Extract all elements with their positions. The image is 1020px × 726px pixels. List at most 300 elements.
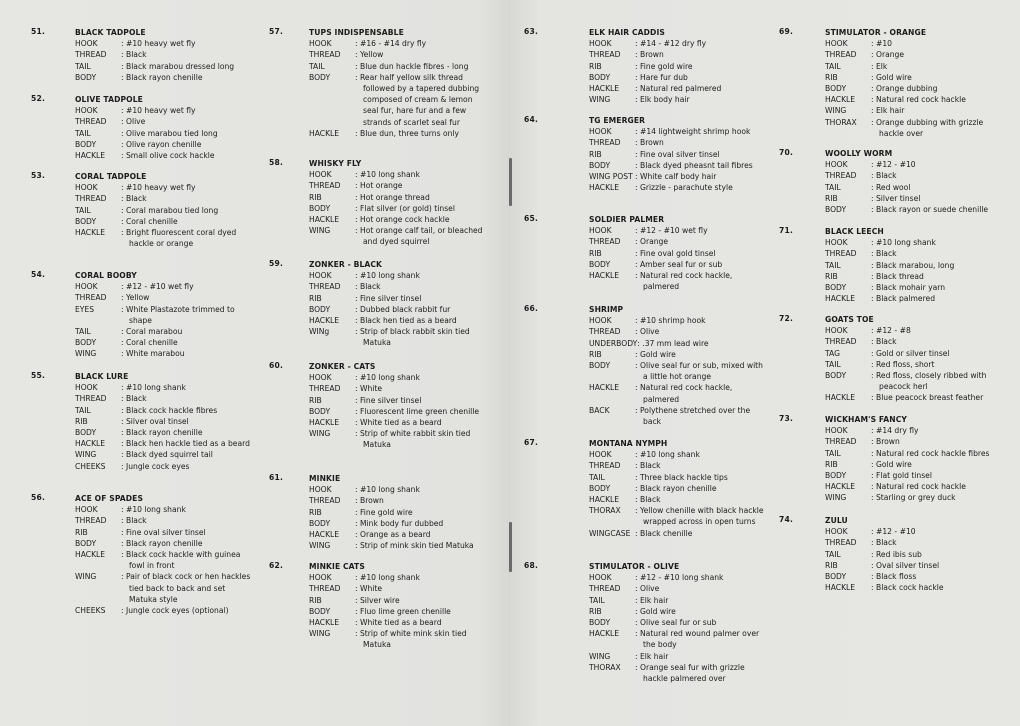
spec-row (825, 492, 1005, 503)
spec-row (75, 193, 255, 204)
spec-value: : Olive seal fur or sub (635, 617, 769, 628)
fly-name: ZONKER - BLACK (309, 260, 383, 269)
spec-label: HACKLE (589, 271, 620, 280)
spec-label: TAIL (825, 182, 841, 192)
spec-value: : Black floss (871, 571, 1005, 582)
spec-value: : Strip of black rabbit skin tied Matuka (355, 326, 489, 348)
spec-label: BODY (825, 471, 847, 480)
spec-row (825, 526, 1005, 537)
spec-row (589, 505, 769, 527)
spec-row (589, 149, 769, 160)
spec-value: : Yellow (355, 49, 489, 60)
spec-label: BODY (75, 338, 97, 348)
spec-label: BODY (309, 606, 331, 616)
spec-label: EYES (75, 304, 95, 314)
spec-row (589, 248, 769, 259)
spec-value: : #14 dry fly (871, 425, 1005, 436)
spec-value: : #10 long shank (121, 382, 255, 393)
spec-row (825, 359, 1005, 370)
spec-row (309, 617, 489, 628)
spec-value: : Natural red wound palmer over the body (635, 628, 769, 650)
spec-value: : Blue peacock breast feather (871, 392, 1005, 403)
spec-value: : Gold wire (871, 459, 1005, 470)
fly-number: 54. (31, 270, 46, 279)
spec-label: THREAD (75, 516, 107, 526)
spec-value: : Olive (635, 326, 769, 337)
spec-value: : #12 - #10 (871, 159, 1005, 170)
spec-value: : #10 long shank (121, 504, 255, 515)
spec-label: THORAX (825, 117, 857, 127)
spec-label: THREAD (825, 50, 857, 60)
spec-value: : Fluorescent lime green chenille (355, 406, 489, 417)
spec-label: BODY (589, 72, 611, 82)
spec-value: : Small olive cock hackle (121, 150, 255, 161)
spec-value: : #10 long shank (355, 484, 489, 495)
spec-label: THREAD (309, 50, 341, 60)
spec-label: HACKLE (825, 583, 856, 593)
spec-label: BODY (75, 139, 97, 149)
spec-row (589, 326, 769, 337)
spec-row (309, 495, 489, 506)
spec-row (825, 94, 1005, 105)
spec-label: HOOK (75, 505, 98, 515)
spec-row (825, 293, 1005, 304)
spec-label: BODY (75, 538, 97, 548)
spec-label: HACKLE (589, 183, 620, 193)
spec-label: HOOK (825, 426, 848, 436)
spec-value: : Pair of black cock or hen hackles tied back to back and set Matuka style (121, 571, 255, 605)
spec-value: : Gold or silver tinsel (871, 348, 1005, 359)
spec-row (75, 427, 255, 438)
spec-row (309, 214, 489, 225)
spec-label: THREAD (825, 538, 857, 548)
spec-value: : Natural red cock hackle (871, 481, 1005, 492)
spec-row (825, 392, 1005, 403)
fly-number: 69. (779, 27, 794, 36)
spec-label: BODY (309, 72, 331, 82)
fly-name: SHRIMP (589, 305, 624, 314)
spec-row (589, 259, 769, 270)
fly-number: 66. (524, 304, 539, 313)
spec-label: TAIL (825, 448, 841, 458)
spec-row (825, 582, 1005, 593)
fly-recipe (75, 171, 255, 249)
spec-row (825, 83, 1005, 94)
spec-row (589, 360, 769, 382)
spec-row (309, 383, 489, 394)
spec-label: THREAD (309, 496, 341, 506)
fly-number: 60. (269, 361, 284, 370)
spec-label: UNDERBODY (589, 338, 638, 348)
spec-row (75, 382, 255, 393)
spec-row (309, 49, 489, 60)
spec-row (309, 304, 489, 315)
spec-row (75, 105, 255, 116)
spec-value: : Fluo lime green chenille (355, 606, 489, 617)
spec-label: BODY (75, 72, 97, 82)
spec-value: : Black cock hackle (871, 582, 1005, 593)
spec-label: THREAD (589, 461, 621, 471)
spec-row (309, 61, 489, 72)
spec-value: : Gold wire (635, 349, 769, 360)
spec-row (75, 182, 255, 193)
spec-row (825, 170, 1005, 181)
spec-value: : Mink body fur dubbed (355, 518, 489, 529)
spec-value: : #10 heavy wet fly (121, 182, 255, 193)
spec-value: : Hot orange cock hackle (355, 214, 489, 225)
spec-label: RIB (309, 507, 322, 517)
spec-label: HACKLE (825, 393, 856, 403)
spec-value: : Black cock hackle fibres (121, 405, 255, 416)
fly-recipe (75, 94, 255, 161)
spec-label: RIB (589, 61, 602, 71)
spec-value: : Black (871, 336, 1005, 347)
spec-value: : Natural red cock hackle, palmered (635, 270, 769, 292)
spec-label: THREAD (75, 50, 107, 60)
spec-row (589, 595, 769, 606)
spec-value: : Olive seal fur or sub, mixed with a little hot orange (635, 360, 769, 382)
fly-name: BLACK TADPOLE (75, 28, 146, 37)
spec-value: : Brown (635, 137, 769, 148)
spec-value: : Black thread (871, 271, 1005, 282)
spec-row (589, 494, 769, 505)
spec-label: BODY (309, 406, 331, 416)
spec-value: : Hot orange (355, 180, 489, 191)
spec-label: WING (825, 106, 847, 116)
spec-row (309, 484, 489, 495)
fly-name: SOLDIER PALMER (589, 215, 665, 224)
spec-row (825, 481, 1005, 492)
spec-label: THREAD (589, 584, 621, 594)
spec-row (589, 171, 769, 182)
spec-value: : Jungle cock eyes (121, 461, 255, 472)
spec-row (589, 583, 769, 594)
spec-label: HACKLE (309, 215, 340, 224)
spec-value: : Natural red cock hackle, palmered (635, 382, 769, 404)
spec-value: : Black chenille (635, 528, 769, 539)
fly-recipe (589, 115, 769, 193)
spec-label: RIB (75, 527, 88, 537)
spec-label: TAIL (825, 359, 841, 369)
spec-value: : Polythene stretched over the back (635, 405, 769, 427)
spec-value: : Flat silver (or gold) tinsel (355, 203, 489, 214)
spec-value: : Strip of white rabbit skin tied Matuka (355, 428, 489, 450)
spec-row (825, 237, 1005, 248)
spec-label: HACKLE (825, 294, 856, 304)
spec-label: TAIL (589, 595, 605, 605)
fly-number: 55. (31, 371, 46, 380)
spec-value: : Black rayon or suede chenille (871, 204, 1005, 215)
spec-value: : Natural red cock hackle (871, 94, 1005, 105)
fly-name: BLACK LURE (75, 372, 129, 381)
spec-row (589, 651, 769, 662)
spec-value: : Jungle cock eyes (optional) (121, 605, 255, 616)
spec-label: HOOK (589, 573, 612, 583)
spec-value: : Orange (871, 49, 1005, 60)
spec-label: BODY (825, 283, 847, 292)
spec-label: RIB (589, 349, 602, 359)
spec-row (589, 49, 769, 60)
spec-label: BODY (309, 304, 331, 314)
fly-number: 70. (779, 148, 794, 157)
binding-staple-top (509, 158, 512, 206)
spec-value: : Black rayon chenille (121, 72, 255, 83)
spec-label: THREAD (825, 437, 857, 447)
spec-label: WING (309, 429, 331, 439)
spec-value: : #14 - #12 dry fly (635, 38, 769, 49)
spec-row (309, 192, 489, 203)
spec-label: CHEEKS (75, 461, 106, 471)
spec-row (75, 292, 255, 303)
spec-label: HACKLE (589, 84, 620, 93)
spec-label: HOOK (589, 39, 612, 49)
spec-value: : Fine oval gold tinsel (635, 248, 769, 259)
spec-value: : Black palmered (871, 293, 1005, 304)
spec-label: HACKLE (309, 316, 340, 325)
spec-row (825, 459, 1005, 470)
spec-value: : Black marabou dressed long (121, 61, 255, 72)
spec-value: : Silver wire (355, 595, 489, 606)
spec-row (309, 326, 489, 348)
spec-row (589, 270, 769, 292)
spec-label: HOOK (75, 383, 98, 393)
fly-number: 53. (31, 171, 46, 180)
spec-row (825, 182, 1005, 193)
spec-value: : Black dyed squirrel tail (121, 449, 255, 460)
spec-row (309, 315, 489, 326)
fly-name: CORAL TADPOLE (75, 172, 147, 181)
spec-row (589, 160, 769, 171)
spec-value: : #10 heavy wet fly (121, 105, 255, 116)
spec-row (825, 549, 1005, 560)
spec-label: BODY (309, 518, 331, 528)
spec-value: : Strip of mink skin tied Matuka (355, 540, 489, 551)
spec-value: : Brown (871, 436, 1005, 447)
spec-label: THREAD (589, 50, 621, 60)
spec-value: : Hot orange thread (355, 192, 489, 203)
spec-label: WING (309, 226, 331, 236)
fly-number: 61. (269, 473, 284, 482)
spec-value: : Black (355, 281, 489, 292)
fly-recipe (75, 371, 255, 472)
fly-name: ZONKER - CATS (309, 362, 376, 371)
spec-label: RIB (309, 192, 322, 202)
spec-row (309, 507, 489, 518)
spec-value: : Fine silver tinsel (355, 293, 489, 304)
spec-value: : #10 long shank (355, 372, 489, 383)
spec-value: : Black (121, 49, 255, 60)
spec-label: RIB (825, 72, 838, 82)
spec-value: : #16 - #14 dry fly (355, 38, 489, 49)
spec-label: HOOK (75, 39, 98, 49)
spec-value: : Coral chenille (121, 216, 255, 227)
spec-value: : Red floss, short (871, 359, 1005, 370)
spec-label: RIB (825, 560, 838, 570)
spec-label: BODY (75, 428, 97, 437)
spec-row (309, 395, 489, 406)
spec-row (75, 348, 255, 359)
spec-label: BODY (589, 160, 611, 170)
spec-row (825, 49, 1005, 60)
spec-value: : Rear half yellow silk thread followed by a tapered dubbing composed of cream & lemon seal fur, hare fur and a few strands of scarlet seal fur (355, 72, 489, 128)
fly-recipe (309, 561, 489, 651)
spec-row (589, 94, 769, 105)
spec-label: HOOK (309, 485, 332, 495)
spec-label: TAIL (589, 472, 605, 482)
spec-value: : Black (121, 193, 255, 204)
spec-value: : Elk hair (871, 105, 1005, 116)
fly-number: 68. (524, 561, 539, 570)
fly-recipe (825, 148, 1005, 215)
spec-label: RIB (309, 395, 322, 405)
spec-label: WING (75, 450, 97, 460)
spec-row (825, 105, 1005, 116)
spec-label: RIB (309, 293, 322, 303)
spec-label: TAG (825, 348, 840, 358)
spec-label: BODY (825, 205, 847, 214)
spec-label: TAIL (825, 61, 841, 71)
spec-value: : Red ibis sub (871, 549, 1005, 560)
spec-row (309, 417, 489, 428)
spec-value: : White tied as a beard (355, 617, 489, 628)
spec-row (825, 61, 1005, 72)
spec-label: BODY (825, 84, 847, 93)
fly-name: ELK HAIR CADDIS (589, 28, 665, 37)
spec-row (825, 159, 1005, 170)
fly-recipe (589, 214, 769, 292)
fly-name: WHISKY FLY (309, 159, 362, 168)
spec-row (75, 116, 255, 127)
fly-number: 57. (269, 27, 284, 36)
spec-value: : Dubbed black rabbit fur (355, 304, 489, 315)
spec-label: HOOK (589, 450, 612, 460)
spec-row (309, 128, 489, 139)
fly-recipe (309, 259, 489, 349)
spec-row (75, 38, 255, 49)
fly-recipe (589, 438, 769, 539)
spec-row (75, 461, 255, 472)
spec-value: : Grizzle - parachute style (635, 182, 769, 193)
spec-label: RIB (75, 416, 88, 426)
spec-value: : Elk body hair (635, 94, 769, 105)
spec-value: : Olive rayon chenille (121, 139, 255, 150)
spec-row (75, 150, 255, 161)
fly-name: WICKHAM'S FANCY (825, 415, 908, 424)
spec-label: HOOK (309, 39, 332, 49)
spec-label: THREAD (589, 138, 621, 148)
spec-label: BODY (589, 259, 611, 269)
spec-row (825, 282, 1005, 293)
spec-value: : Fine gold wire (635, 61, 769, 72)
spec-value: : White (355, 583, 489, 594)
spec-value: : #12 - #8 (871, 325, 1005, 336)
spec-value: : Black marabou, long (871, 260, 1005, 271)
spec-row (825, 436, 1005, 447)
spec-label: HACKLE (825, 95, 856, 105)
spec-row (75, 549, 255, 571)
spec-row (589, 382, 769, 404)
spec-value: : Elk hair (635, 651, 769, 662)
spec-row (75, 72, 255, 83)
spec-label: THREAD (75, 394, 107, 404)
spec-label: HACKLE (589, 495, 620, 504)
spec-label: RIB (589, 606, 602, 616)
spec-row (75, 538, 255, 549)
spec-label: HACKLE (75, 228, 106, 237)
fly-recipe (825, 226, 1005, 304)
fly-number: 62. (269, 561, 284, 570)
spec-label: HACKLE (75, 151, 106, 160)
spec-label: TAIL (75, 128, 91, 138)
spec-row (309, 225, 489, 247)
spec-row (75, 49, 255, 60)
spec-row (589, 349, 769, 360)
spec-row (589, 662, 769, 684)
fly-recipe (75, 493, 255, 616)
fly-recipe (589, 27, 769, 105)
spec-label: HOOK (309, 271, 332, 281)
spec-row (75, 128, 255, 139)
spec-row (825, 425, 1005, 436)
fly-name: TUPS INDISPENSABLE (309, 28, 404, 37)
spec-value: : Brown (355, 495, 489, 506)
spec-label: THREAD (309, 384, 341, 394)
fly-name: TG EMERGER (589, 116, 646, 125)
spec-value: : #10 heavy wet fly (121, 38, 255, 49)
spec-value: : Hare fur dub (635, 72, 769, 83)
spec-row (825, 38, 1005, 49)
spec-row (309, 529, 489, 540)
spec-value: : Yellow chenille with black hackle wrapped across in open turns (635, 505, 769, 527)
fly-number: 52. (31, 94, 46, 103)
spec-label: HOOK (589, 226, 612, 236)
spec-row (75, 281, 255, 292)
fly-recipe (75, 27, 255, 83)
fly-name: STIMULATOR - OLIVE (589, 562, 680, 571)
spec-row (589, 225, 769, 236)
spec-row (589, 528, 769, 539)
spec-value: : Fine oval silver tinsel (121, 527, 255, 538)
spec-row (75, 393, 255, 404)
binding-staple-bottom (509, 522, 512, 572)
spec-row (825, 537, 1005, 548)
spec-label: WING (825, 493, 847, 503)
fly-number: 65. (524, 214, 539, 223)
spec-value: : Black mohair yarn (871, 282, 1005, 293)
spec-row (825, 448, 1005, 459)
spec-row (589, 572, 769, 583)
spec-row (589, 449, 769, 460)
spec-row (309, 38, 489, 49)
spec-value: : Brown (635, 49, 769, 60)
spec-value: : Elk (871, 61, 1005, 72)
spec-label: WINGCASE (589, 528, 631, 538)
spec-value: : Orange dubbing with grizzle hackle over (871, 117, 1005, 139)
spec-label: THORAX (589, 662, 621, 672)
spec-row (589, 38, 769, 49)
spec-value: : Olive (635, 583, 769, 594)
spec-label: TAIL (75, 327, 91, 336)
spec-value: : Black (635, 460, 769, 471)
spec-row (309, 595, 489, 606)
fly-number: 72. (779, 314, 794, 323)
fly-recipe (825, 27, 1005, 139)
spec-row (589, 61, 769, 72)
spec-value: : Black cock hackle with guinea fowl in front (121, 549, 255, 571)
spec-value: : Natural red palmered (635, 83, 769, 94)
spec-label: WING (75, 572, 97, 582)
spec-value: : Fine silver tinsel (355, 395, 489, 406)
